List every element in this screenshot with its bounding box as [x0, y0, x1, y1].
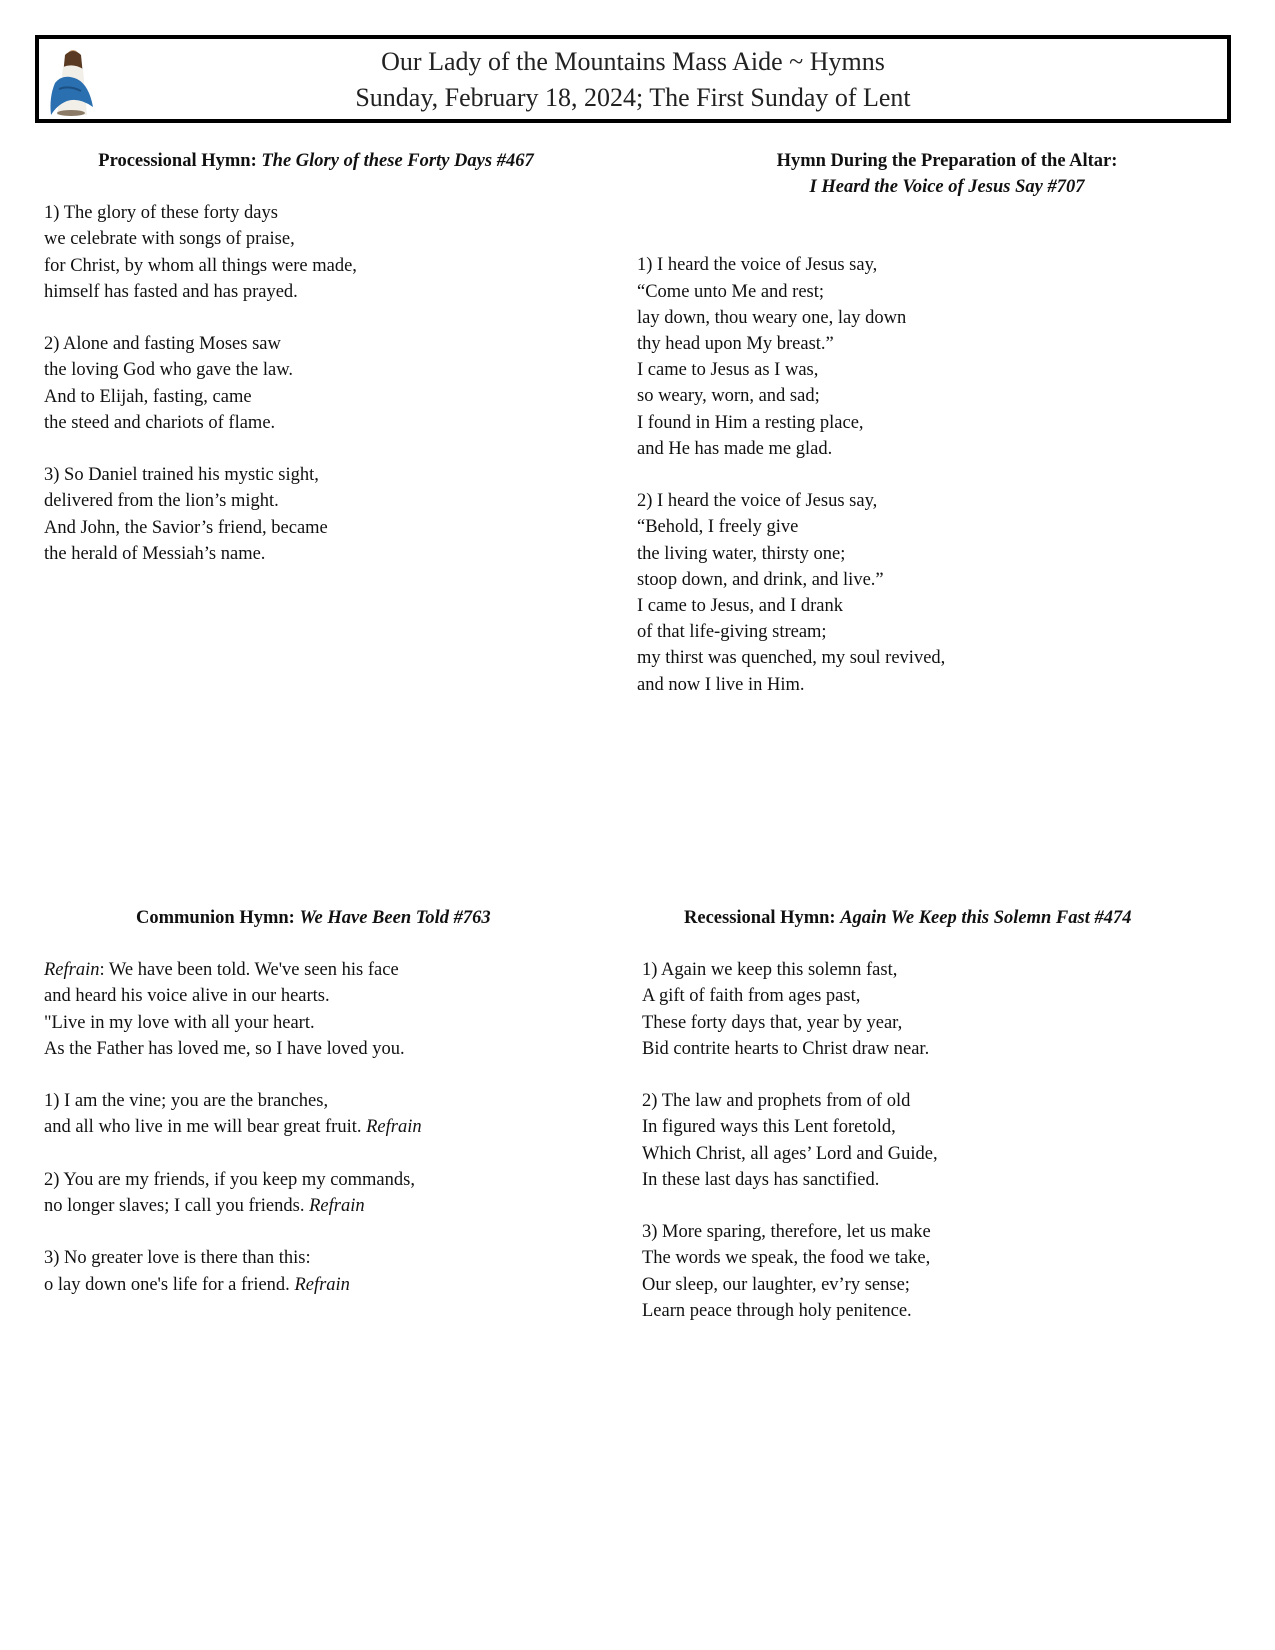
verse-line: 2) I heard the voice of Jesus say, [637, 491, 878, 512]
verse-line: The words we speak, the food we take, [642, 1248, 931, 1269]
verse-line: and now I live in Him. [637, 674, 805, 695]
verse-line: I came to Jesus as I was, [637, 360, 819, 381]
verse-line: Bid contrite hearts to Christ draw near. [642, 1038, 930, 1059]
verse-line: o lay down one's life for a friend. [44, 1274, 295, 1295]
verse-line: Learn peace through holy penitence. [642, 1300, 912, 1321]
recessional-title: Again We Keep this Solemn Fast #474 [840, 908, 1132, 928]
verse-line: 1) I heard the voice of Jesus say, [637, 255, 878, 276]
refrain-line: "Live in my love with all your heart. [44, 1012, 315, 1033]
verse-line: 1) I am the vine; you are the branches, [44, 1091, 329, 1112]
communion-verse [44, 1167, 604, 1219]
recessional-label: Recessional Hymn: [684, 908, 836, 928]
verse-line: A gift of faith from ages past, [642, 986, 861, 1007]
recessional-heading [642, 905, 1242, 931]
preparation-verse [637, 488, 1197, 698]
refrain-line: : We have been told. We've seen his face [99, 960, 399, 981]
refrain-tag: Refrain [294, 1274, 350, 1295]
processional-label: Processional Hymn: [98, 151, 257, 171]
refrain-line: and heard his voice alive in our hearts. [44, 986, 330, 1007]
processional-hymn [44, 148, 564, 593]
verse-line: These forty days that, year by year, [642, 1012, 903, 1033]
verse-line: thy head upon My breast.” [637, 334, 834, 355]
recessional-hymn [642, 905, 1242, 1350]
recessional-verse [642, 1088, 1242, 1193]
verse-line: so weary, worn, and sad; [637, 386, 820, 407]
verse-line: 2) The law and prophets from of old [642, 1091, 911, 1112]
preparation-heading [637, 148, 1197, 200]
verse-line: 3) More sparing, therefore, let us make [642, 1222, 931, 1243]
verse-line: no longer slaves; I call you friends. [44, 1196, 310, 1216]
communion-hymn [44, 905, 604, 1324]
preparation-label: Hymn During the Preparation of the Altar: [776, 151, 1118, 171]
communion-heading [44, 905, 604, 931]
verse-line: my thirst was quenched, my soul revived, [637, 648, 946, 669]
communion-label: Communion Hymn: [136, 908, 295, 928]
verse-line: I came to Jesus, and I drank [637, 596, 844, 617]
communion-verse [44, 1088, 604, 1140]
processional-verse [44, 462, 564, 567]
verse-line: lay down, thou weary one, lay down [637, 307, 907, 328]
verse-line: for Christ, by whom all things were made, [44, 255, 357, 276]
verse-line: and all who live in me will bear great fruit. [44, 1117, 367, 1138]
header-title: Our Lady of the Mountains Mass Aide ~ Hymns [381, 47, 885, 76]
verse-line: In figured ways this Lent foretold, [642, 1117, 896, 1138]
verse-line: 1) Again we keep this solemn fast, [642, 960, 898, 981]
verse-line: 3) No greater love is there than this: [44, 1248, 311, 1269]
verse-line: the steed and chariots of flame. [44, 412, 276, 433]
verse-line: himself has fasted and has prayed. [44, 281, 298, 302]
processional-title: The Glory of these Forty Days #467 [261, 151, 534, 171]
processional-verses [44, 200, 564, 567]
preparation-title: I Heard the Voice of Jesus Say #707 [809, 177, 1085, 198]
verse-line: and He has made me glad. [637, 438, 833, 459]
preparation-verses [637, 252, 1197, 697]
verse-line: I found in Him a resting place, [637, 412, 864, 433]
processional-verse [44, 200, 564, 305]
verse-line: 1) The glory of these forty days [44, 203, 278, 224]
verse-line: “Come unto Me and rest; [637, 281, 825, 302]
verse-line: the loving God who gave the law. [44, 360, 294, 381]
communion-verse [44, 1245, 604, 1297]
verse-line: Which Christ, all ages’ Lord and Guide, [642, 1143, 938, 1164]
verse-line: 3) So Daniel trained his mystic sight, [44, 465, 319, 486]
processional-verse [44, 331, 564, 436]
recessional-verse [642, 957, 1242, 1062]
recessional-verse [642, 1219, 1242, 1324]
verse-line: Our sleep, our laughter, ev’ry sense; [642, 1274, 910, 1295]
verse-line: of that life-giving stream; [637, 622, 827, 643]
refrain-tag: Refrain [309, 1196, 365, 1216]
verse-line: And John, the Savior’s friend, became [44, 517, 328, 538]
header-subtitle: Sunday, February 18, 2024; The First Sunday of Lent [355, 83, 911, 112]
verse-line: delivered from the lion’s might. [44, 491, 279, 512]
header-box [35, 35, 1231, 123]
recessional-verses [642, 957, 1242, 1324]
verse-line: In these last days has sanctified. [642, 1169, 880, 1190]
processional-heading [44, 148, 564, 174]
refrain-word: Refrain [44, 960, 100, 981]
verse-line: 2) Alone and fasting Moses saw [44, 334, 281, 355]
verse-line: stoop down, and drink, and live.” [637, 569, 884, 590]
verse-line: 2) You are my friends, if you keep my commands, [44, 1169, 415, 1190]
verse-line: “Behold, I freely give [637, 517, 799, 538]
refrain-line: As the Father has loved me, so I have loved you. [44, 1038, 405, 1059]
preparation-verse [637, 252, 1197, 462]
verse-line: we celebrate with songs of praise, [44, 229, 295, 250]
verse-line: And to Elijah, fasting, came [44, 386, 252, 407]
preparation-hymn [637, 148, 1197, 724]
verse-line: the herald of Messiah’s name. [44, 543, 266, 564]
refrain-tag: Refrain [366, 1117, 422, 1138]
verse-line: the living water, thirsty one; [637, 543, 846, 564]
communion-refrain [44, 957, 604, 1062]
communion-title: We Have Been Told #763 [299, 908, 491, 928]
